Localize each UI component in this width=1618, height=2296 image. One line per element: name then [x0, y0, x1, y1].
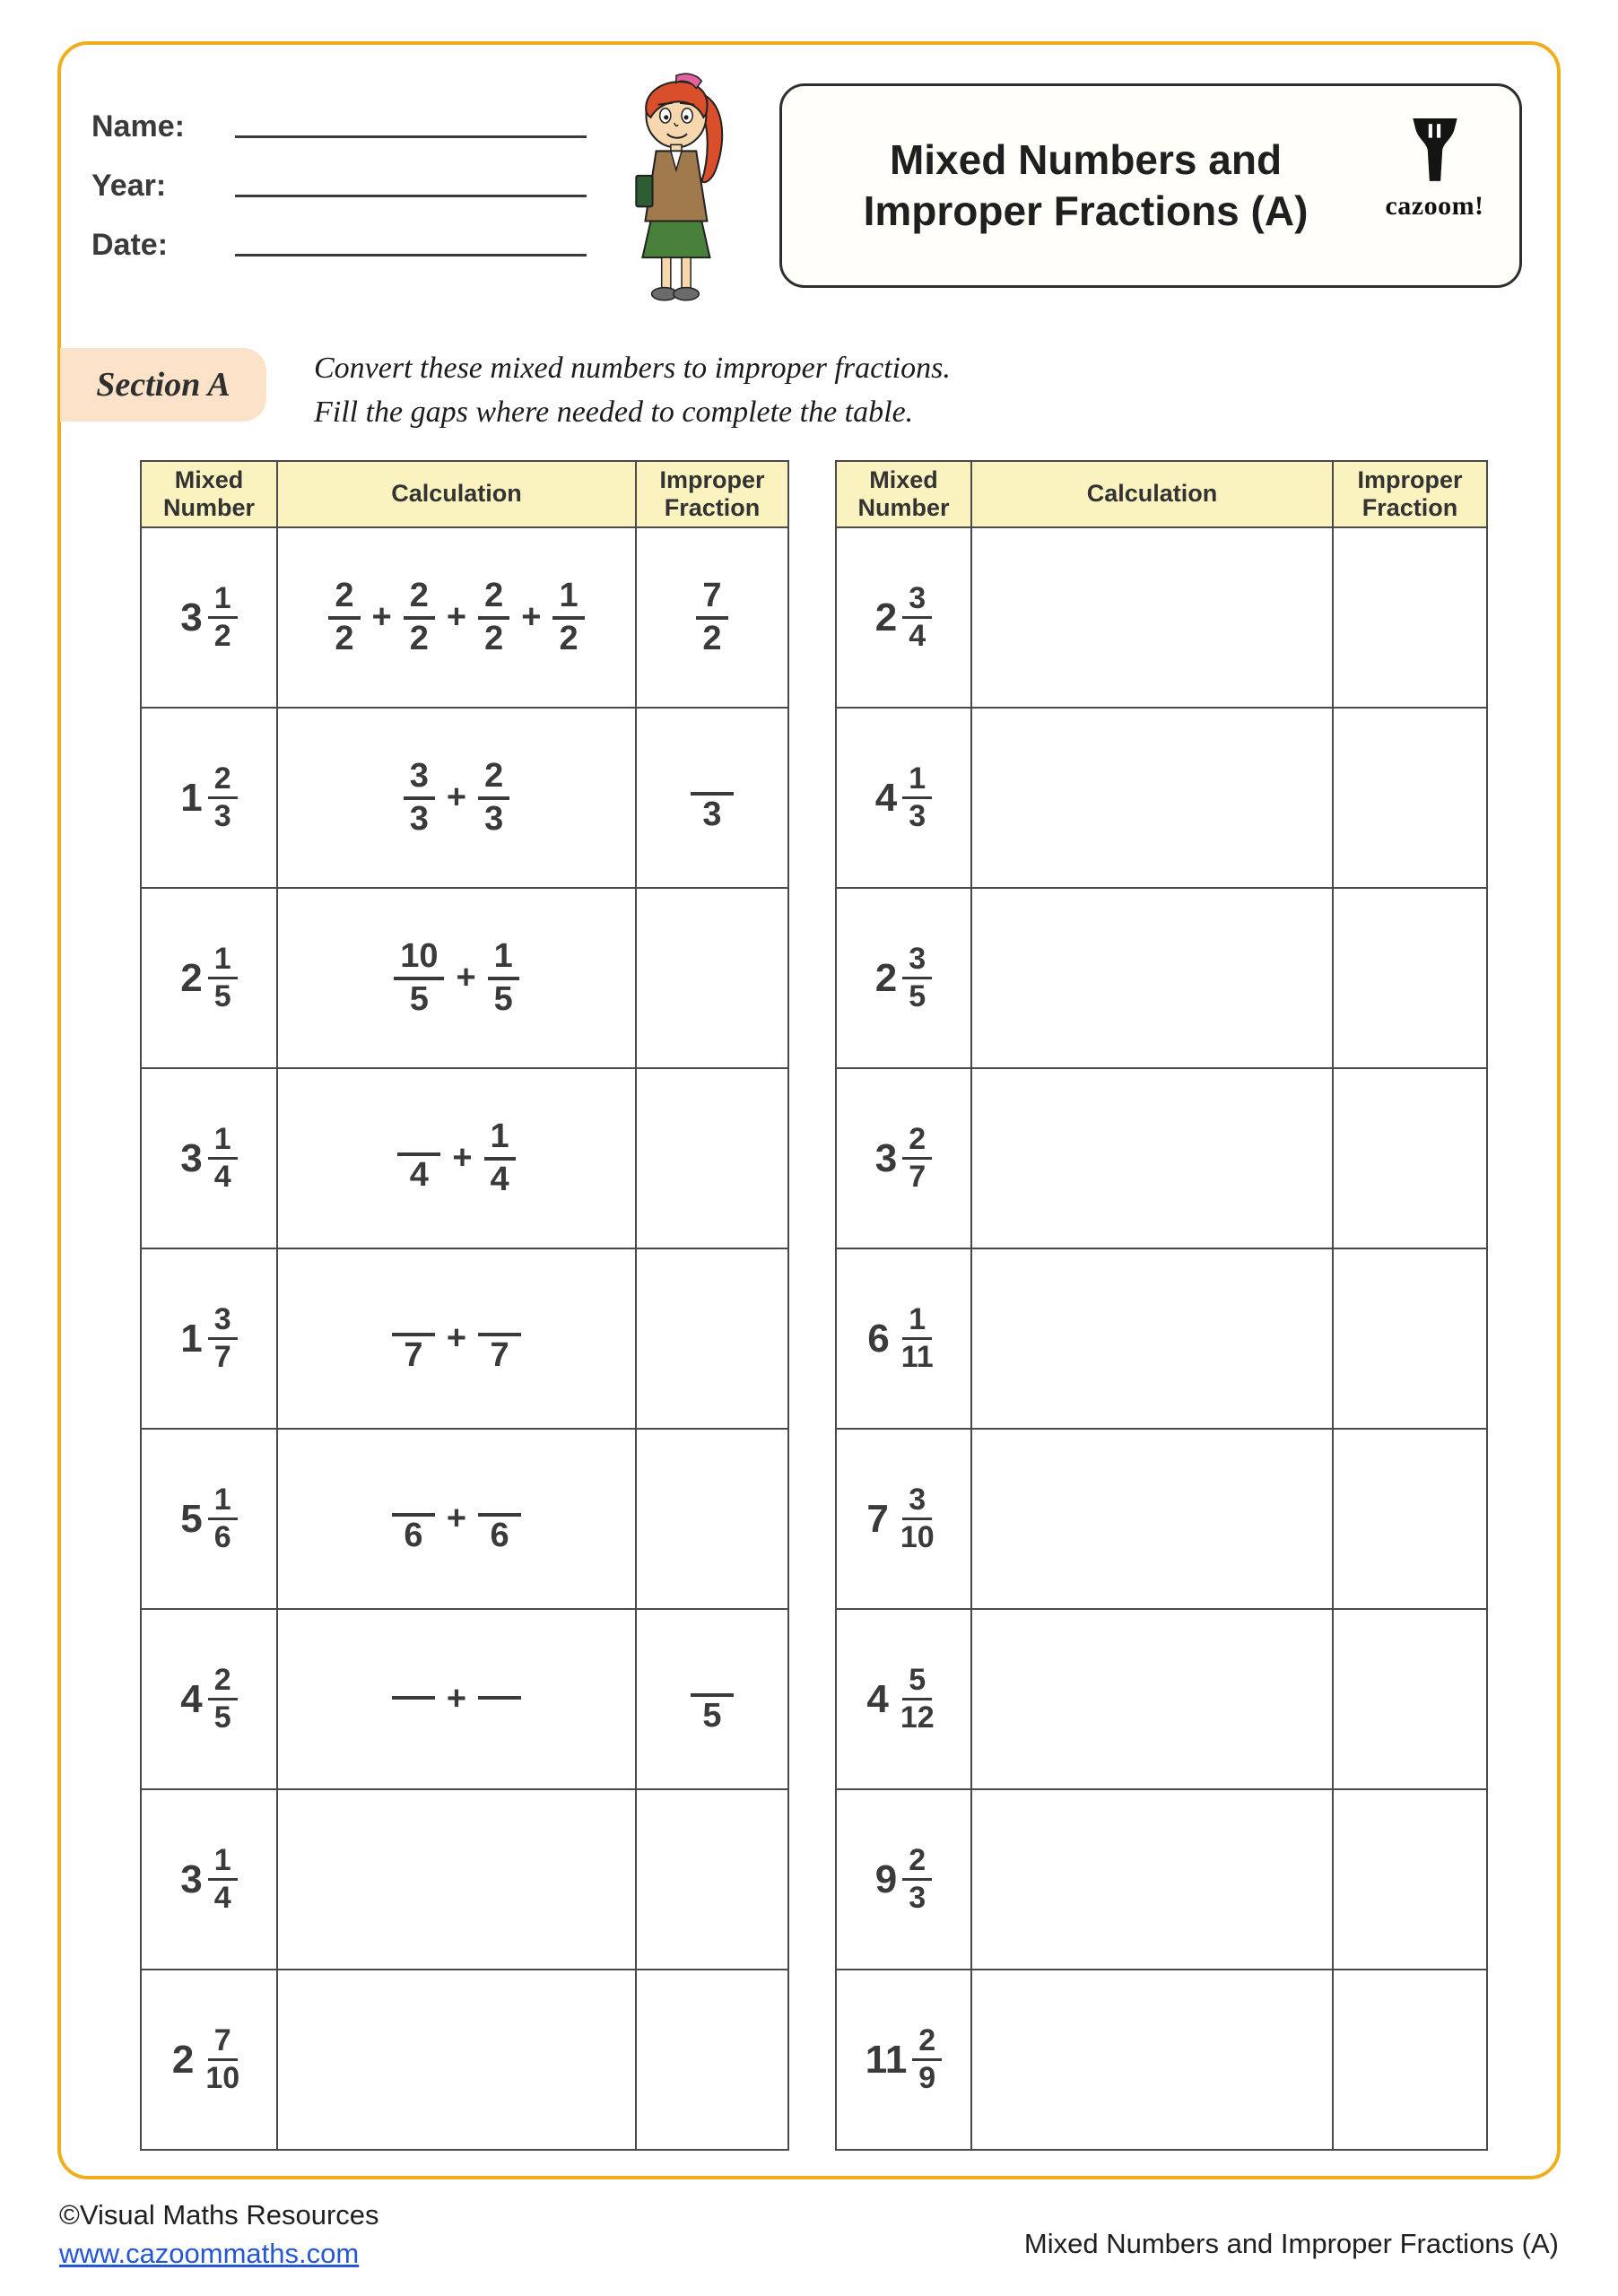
plus-operator: + [446, 598, 467, 636]
mixed-number: 3 $\frac{1}{4}$ [180, 1122, 237, 1195]
right-table [835, 460, 1486, 2151]
name-line [235, 97, 587, 138]
logo-wordmark: cazoom! [1385, 191, 1484, 221]
header-improper-fraction: Improper Fraction [1333, 461, 1487, 527]
mixed-number: 3 $\frac{1}{4}$ [180, 1843, 237, 1916]
fraction: $\frac{3}{4}$ [902, 581, 932, 654]
plus-operator: + [521, 598, 542, 636]
improper-fraction-cell [1333, 1609, 1487, 1789]
calculation-cell [277, 1248, 636, 1429]
improper-fraction-cell [1333, 1248, 1487, 1429]
mixed-number-cell [141, 1789, 277, 1970]
plus-operator: + [446, 1680, 467, 1718]
calculation-cell [971, 1429, 1333, 1609]
improper-fraction-cell [1333, 708, 1487, 888]
improper-fraction-cell [1333, 527, 1487, 708]
table-row [836, 1248, 1487, 1429]
header-calculation: Calculation [971, 461, 1333, 527]
fraction: $\frac{7}{10}$ [205, 2022, 240, 2095]
fraction: $\frac{3}{5}$ [902, 942, 932, 1014]
fraction: $\frac{2}{3}$ [208, 761, 238, 834]
fraction: $\frac{1}{4}$ [484, 1118, 516, 1199]
date-line [235, 215, 587, 257]
mixed-number: 6 $\frac{1}{11}$ [867, 1302, 939, 1375]
fraction: $\frac{1}{4}$ [208, 1122, 238, 1195]
calculation-cell [971, 1068, 1333, 1248]
fraction: $\frac{2}{3}$ [902, 1843, 932, 1916]
improper-fraction-cell [636, 1248, 788, 1429]
title-line-2: Improper Fractions (A) [863, 187, 1309, 234]
fraction: 3 [691, 761, 734, 835]
section-a-label: Section A [60, 348, 266, 422]
mixed-number: 4 $\frac{2}{5}$ [180, 1663, 237, 1735]
mixed-number-cell [141, 1609, 277, 1789]
girl-cartoon-illustration [622, 59, 740, 314]
fraction: $\frac{1}{4}$ [208, 1843, 238, 1916]
fraction: 6 [478, 1483, 521, 1556]
fraction [478, 1665, 521, 1734]
calculation-expression [392, 1302, 521, 1376]
mixed-number: 9 $\frac{2}{3}$ [875, 1843, 932, 1916]
header-mixed-number: Mixed Number [836, 461, 971, 527]
calculation-cell [971, 1248, 1333, 1429]
table-row [141, 1970, 788, 2150]
right-table-header-row [836, 461, 1487, 527]
table-row [141, 527, 788, 708]
mixed-number: 4 $\frac{5}{12}$ [866, 1663, 940, 1735]
improper-fraction-cell [1333, 1970, 1487, 2150]
website-link[interactable]: www.cazoommaths.com [59, 2238, 360, 2269]
table-row [141, 1789, 788, 1970]
mixed-number: 2 $\frac{1}{5}$ [180, 942, 237, 1014]
table-row [836, 1789, 1487, 1970]
mixed-number-cell [141, 1068, 277, 1248]
fraction: $\frac{2}{5}$ [208, 1663, 238, 1735]
table-row [141, 888, 788, 1068]
fraction: $\frac{7}{2}$ [696, 577, 727, 658]
mixed-number: 5 $\frac{1}{6}$ [180, 1483, 237, 1555]
improper-fraction-cell [636, 1789, 788, 1970]
fraction: $\frac{3}{3}$ [404, 757, 435, 839]
fraction: $\frac{1}{6}$ [208, 1483, 238, 1555]
improper-fraction-cell [636, 1970, 788, 2150]
improper-fraction-cell [636, 888, 788, 1068]
calculation-cell [971, 708, 1333, 888]
cazoom-logo [1370, 117, 1500, 222]
fraction: $\frac{2}{9}$ [912, 2023, 942, 2096]
mixed-number-cell [141, 708, 277, 888]
calculation-cell [277, 888, 636, 1068]
fraction: 7 [478, 1302, 521, 1376]
improper-fraction-cell [636, 708, 788, 888]
section-instructions [314, 346, 1300, 435]
calculation-expression [328, 577, 584, 658]
table-row [836, 1429, 1487, 1609]
table-row [141, 1429, 788, 1609]
table-row [836, 708, 1487, 888]
plus-operator: + [456, 959, 476, 996]
improper-fraction-cell [636, 1429, 788, 1609]
mixed-number-cell [836, 1068, 971, 1248]
mixed-number-cell [836, 708, 971, 888]
mixed-number: 4 $\frac{1}{3}$ [875, 761, 932, 834]
fraction: $\frac{1}{3}$ [902, 761, 932, 834]
mixed-number-cell [836, 1248, 971, 1429]
fraction: $\frac{5}{12}$ [900, 1662, 935, 1735]
calculation-cell [971, 1789, 1333, 1970]
mixed-number: 2 $\frac{7}{10}$ [172, 2023, 246, 2096]
mixed-number-cell [836, 1429, 971, 1609]
calculation-cell [277, 1970, 636, 2150]
mixed-number-cell [141, 1970, 277, 2150]
fraction: $\frac{2}{2}$ [478, 577, 509, 658]
mixed-number-cell [836, 1789, 971, 1970]
plus-operator: + [446, 778, 467, 816]
fraction: $\frac{1}{5}$ [208, 942, 238, 1014]
improper-fraction-cell [1333, 1789, 1487, 1970]
calculation-cell [277, 527, 636, 708]
calculation-cell [277, 1068, 636, 1248]
name-label: Name: [91, 109, 185, 144]
calculation-expression [394, 937, 519, 1019]
fraction: 6 [392, 1483, 435, 1556]
mixed-number: 1 $\frac{3}{7}$ [180, 1302, 237, 1375]
mixed-number: 7 $\frac{3}{10}$ [866, 1483, 940, 1555]
left-table-header-row [141, 461, 788, 527]
calculation-expression [397, 1118, 515, 1199]
year-line [235, 156, 587, 197]
header-calculation: Calculation [277, 461, 636, 527]
worksheet-title-box [779, 83, 1522, 288]
calculation-expression [392, 1665, 521, 1734]
drum-icon [1407, 117, 1463, 185]
calculation-cell [277, 1609, 636, 1789]
mixed-number: 2 $\frac{3}{5}$ [875, 942, 932, 1014]
calculation-cell [971, 888, 1333, 1068]
fraction [392, 1665, 435, 1734]
mixed-number-cell [836, 527, 971, 708]
calculation-cell [277, 708, 636, 888]
fraction: $\frac{1}{2}$ [208, 581, 238, 654]
fraction: 7 [392, 1302, 435, 1376]
fraction: $\frac{2}{3}$ [478, 757, 509, 839]
mixed-number-cell [836, 888, 971, 1068]
plus-operator: + [446, 1500, 467, 1537]
fraction: $\frac{1}{11}$ [900, 1301, 934, 1374]
improper-fraction-cell [636, 1609, 788, 1789]
mixed-number-cell [836, 1970, 971, 2150]
table-row [836, 1068, 1487, 1248]
calculation-expression [404, 757, 509, 839]
header-improper-fraction: Improper Fraction [636, 461, 788, 527]
calculation-cell [277, 1789, 636, 1970]
plus-operator: + [446, 1319, 467, 1357]
table-row [836, 888, 1487, 1068]
mixed-number-cell [141, 888, 277, 1068]
fraction: $\frac{10}{5}$ [394, 937, 444, 1019]
mixed-number-cell [141, 1429, 277, 1609]
calculation-cell [971, 1609, 1333, 1789]
calculation-expression [392, 1483, 521, 1556]
fraction: $\frac{3}{10}$ [900, 1482, 935, 1554]
table-row [141, 708, 788, 888]
plus-operator: + [371, 598, 392, 636]
calculation-cell [971, 1970, 1333, 2150]
date-label: Date: [91, 228, 169, 262]
mixed-number-cell [836, 1609, 971, 1789]
table-row [836, 1609, 1487, 1789]
fraction: 5 [691, 1663, 734, 1736]
fraction: $\frac{1}{5}$ [488, 937, 519, 1019]
title-line-1: Mixed Numbers and [889, 135, 1283, 183]
table-row [836, 527, 1487, 708]
mixed-number-cell [141, 1248, 277, 1429]
fraction: $\frac{2}{7}$ [902, 1122, 932, 1195]
table-row [141, 1609, 788, 1789]
left-table [140, 460, 787, 2151]
mixed-number-cell [141, 527, 277, 708]
mixed-number: 2 $\frac{3}{4}$ [875, 581, 932, 654]
plus-operator: + [452, 1139, 473, 1177]
year-label: Year: [91, 169, 167, 203]
fraction: 4 [397, 1122, 440, 1196]
mixed-number: 3 $\frac{1}{2}$ [180, 581, 237, 654]
calculation-cell [277, 1429, 636, 1609]
page-title [809, 86, 1362, 285]
mixed-number: 1 $\frac{2}{3}$ [180, 761, 237, 834]
improper-fraction-cell [1333, 1429, 1487, 1609]
fraction: $\frac{2}{2}$ [404, 577, 435, 658]
table-row [141, 1068, 788, 1248]
mixed-number: 3 $\frac{2}{7}$ [875, 1122, 932, 1195]
instruction-line-2: Fill the gaps where needed to complete the table. [314, 396, 914, 430]
copyright-text: ©Visual Maths Resources [59, 2199, 379, 2231]
improper-fraction-cell [636, 527, 788, 708]
instruction-line-1: Convert these mixed numbers to improper fractions. [314, 352, 951, 385]
fraction: $\frac{3}{7}$ [208, 1302, 238, 1375]
calculation-cell [971, 527, 1333, 708]
table-row [141, 1248, 788, 1429]
improper-fraction-cell [1333, 888, 1487, 1068]
mixed-number: 11 $\frac{2}{9}$ [866, 2023, 942, 2096]
footer-title-text: Mixed Numbers and Improper Fractions (A) [1023, 2228, 1559, 2259]
fraction: $\frac{1}{2}$ [552, 577, 584, 658]
table-row [836, 1970, 1487, 2150]
fraction: $\frac{2}{2}$ [328, 577, 360, 658]
header-mixed-number: Mixed Number [141, 461, 277, 527]
improper-fraction-cell [636, 1068, 788, 1248]
improper-fraction-cell [1333, 1068, 1487, 1248]
